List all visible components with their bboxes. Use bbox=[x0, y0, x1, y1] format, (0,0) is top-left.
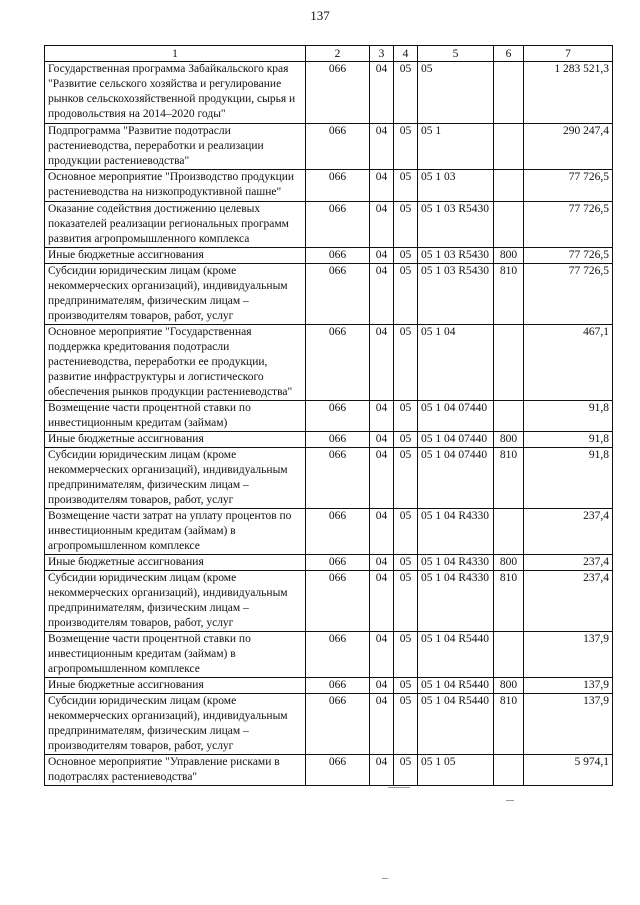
row-name: Основное мероприятие "Управление рисками в подотраслях растениеводства" bbox=[45, 755, 306, 786]
row-sum: 1 283 521,3 bbox=[524, 62, 613, 124]
row-name: Иные бюджетные ассигнования bbox=[45, 432, 306, 448]
row-section-code: 04 bbox=[370, 432, 394, 448]
budget-table bbox=[44, 45, 613, 786]
row-section-code: 04 bbox=[370, 509, 394, 555]
header-col-3: 3 bbox=[370, 46, 394, 62]
row-section-code: 04 bbox=[370, 401, 394, 432]
row-sum: 91,8 bbox=[524, 432, 613, 448]
table-body bbox=[45, 62, 613, 786]
header-col-1: 1 bbox=[45, 46, 306, 62]
row-target-article: 05 1 03 R5430 bbox=[418, 264, 494, 325]
row-name: Иные бюджетные ассигнования bbox=[45, 555, 306, 571]
row-target-article: 05 bbox=[418, 62, 494, 124]
row-ministry-code: 066 bbox=[306, 401, 370, 432]
table-row bbox=[45, 632, 613, 678]
row-section-code: 04 bbox=[370, 571, 394, 632]
row-sum: 5 974,1 bbox=[524, 755, 613, 786]
row-expense-type: 810 bbox=[494, 571, 524, 632]
row-ministry-code: 066 bbox=[306, 248, 370, 264]
table-row bbox=[45, 401, 613, 432]
table-row bbox=[45, 124, 613, 170]
table-row bbox=[45, 571, 613, 632]
row-target-article: 05 1 05 bbox=[418, 755, 494, 786]
row-expense-type: 800 bbox=[494, 678, 524, 694]
row-ministry-code: 066 bbox=[306, 755, 370, 786]
row-subsection-code: 05 bbox=[394, 694, 418, 755]
row-target-article: 05 1 04 07440 bbox=[418, 448, 494, 509]
row-section-code: 04 bbox=[370, 678, 394, 694]
table-row bbox=[45, 432, 613, 448]
header-col-7: 7 bbox=[524, 46, 613, 62]
row-section-code: 04 bbox=[370, 62, 394, 124]
row-expense-type: 810 bbox=[494, 694, 524, 755]
row-target-article: 05 1 04 R4330 bbox=[418, 571, 494, 632]
row-expense-type bbox=[494, 509, 524, 555]
row-sum: 137,9 bbox=[524, 694, 613, 755]
row-section-code: 04 bbox=[370, 170, 394, 202]
row-name: Субсидии юридическим лицам (кроме некоммерческих организаций), индивидуальным предпринимателям, физическим лицам – производителям товаров, работ, услуг bbox=[45, 571, 306, 632]
row-ministry-code: 066 bbox=[306, 202, 370, 248]
row-name: Возмещение части процентной ставки по инвестиционным кредитам (займам) в агропромышленном комплексе bbox=[45, 632, 306, 678]
row-ministry-code: 066 bbox=[306, 124, 370, 170]
row-subsection-code: 05 bbox=[394, 432, 418, 448]
row-expense-type: 800 bbox=[494, 248, 524, 264]
scan-artifact bbox=[382, 878, 388, 879]
row-expense-type bbox=[494, 632, 524, 678]
row-name: Подпрограмма "Развитие подотрасли растениеводства, переработки и реализации продукции растениеводства" bbox=[45, 124, 306, 170]
row-ministry-code: 066 bbox=[306, 571, 370, 632]
row-section-code: 04 bbox=[370, 632, 394, 678]
row-name: Оказание содействия достижению целевых показателей реализации региональных программ развития агропромышленного комплекса bbox=[45, 202, 306, 248]
row-name: Иные бюджетные ассигнования bbox=[45, 248, 306, 264]
header-col-6: 6 bbox=[494, 46, 524, 62]
table-row bbox=[45, 62, 613, 124]
table-row bbox=[45, 325, 613, 401]
table-row bbox=[45, 170, 613, 202]
table-row bbox=[45, 555, 613, 571]
row-target-article: 05 1 03 R5430 bbox=[418, 248, 494, 264]
row-sum: 237,4 bbox=[524, 509, 613, 555]
table-row bbox=[45, 202, 613, 248]
row-sum: 91,8 bbox=[524, 448, 613, 509]
scan-artifact bbox=[388, 787, 410, 788]
table-row bbox=[45, 509, 613, 555]
row-section-code: 04 bbox=[370, 325, 394, 401]
row-target-article: 05 1 03 R5430 bbox=[418, 202, 494, 248]
row-name: Иные бюджетные ассигнования bbox=[45, 678, 306, 694]
row-sum: 137,9 bbox=[524, 678, 613, 694]
row-sum: 77 726,5 bbox=[524, 264, 613, 325]
row-target-article: 05 1 bbox=[418, 124, 494, 170]
row-subsection-code: 05 bbox=[394, 509, 418, 555]
row-subsection-code: 05 bbox=[394, 62, 418, 124]
row-expense-type bbox=[494, 202, 524, 248]
row-section-code: 04 bbox=[370, 694, 394, 755]
row-expense-type bbox=[494, 401, 524, 432]
page-number: 137 bbox=[310, 8, 330, 23]
row-subsection-code: 05 bbox=[394, 202, 418, 248]
row-subsection-code: 05 bbox=[394, 678, 418, 694]
row-name: Основное мероприятие "Производство продукции растениеводства на низкопродуктивной пашне" bbox=[45, 170, 306, 202]
row-subsection-code: 05 bbox=[394, 632, 418, 678]
row-section-code: 04 bbox=[370, 202, 394, 248]
row-sum: 290 247,4 bbox=[524, 124, 613, 170]
row-target-article: 05 1 03 bbox=[418, 170, 494, 202]
row-sum: 91,8 bbox=[524, 401, 613, 432]
row-expense-type bbox=[494, 755, 524, 786]
scan-artifact bbox=[506, 800, 514, 801]
row-ministry-code: 066 bbox=[306, 62, 370, 124]
table-row bbox=[45, 694, 613, 755]
row-section-code: 04 bbox=[370, 448, 394, 509]
row-ministry-code: 066 bbox=[306, 432, 370, 448]
row-sum: 237,4 bbox=[524, 555, 613, 571]
row-subsection-code: 05 bbox=[394, 124, 418, 170]
row-name: Субсидии юридическим лицам (кроме некоммерческих организаций), индивидуальным предпринимателям, физическим лицам – производителям товаров, работ, услуг bbox=[45, 448, 306, 509]
row-target-article: 05 1 04 R5440 bbox=[418, 632, 494, 678]
row-name: Государственная программа Забайкальского края "Развитие сельского хозяйства и регулирование рынков сельскохозяйственной продукции, сырья и продовольствия на 2014–2020 годы" bbox=[45, 62, 306, 124]
table-row bbox=[45, 264, 613, 325]
header-col-4: 4 bbox=[394, 46, 418, 62]
row-sum: 137,9 bbox=[524, 632, 613, 678]
table-row bbox=[45, 448, 613, 509]
row-sum: 77 726,5 bbox=[524, 170, 613, 202]
row-sum: 467,1 bbox=[524, 325, 613, 401]
row-section-code: 04 bbox=[370, 264, 394, 325]
row-target-article: 05 1 04 R5440 bbox=[418, 678, 494, 694]
table-row bbox=[45, 755, 613, 786]
header-row bbox=[45, 46, 613, 62]
row-subsection-code: 05 bbox=[394, 555, 418, 571]
table-row bbox=[45, 248, 613, 264]
row-section-code: 04 bbox=[370, 755, 394, 786]
row-expense-type bbox=[494, 170, 524, 202]
row-sum: 237,4 bbox=[524, 571, 613, 632]
row-expense-type bbox=[494, 62, 524, 124]
row-expense-type bbox=[494, 325, 524, 401]
row-subsection-code: 05 bbox=[394, 448, 418, 509]
row-section-code: 04 bbox=[370, 248, 394, 264]
row-target-article: 05 1 04 R4330 bbox=[418, 509, 494, 555]
row-section-code: 04 bbox=[370, 124, 394, 170]
row-section-code: 04 bbox=[370, 555, 394, 571]
row-target-article: 05 1 04 R4330 bbox=[418, 555, 494, 571]
row-expense-type: 810 bbox=[494, 448, 524, 509]
row-ministry-code: 066 bbox=[306, 509, 370, 555]
row-ministry-code: 066 bbox=[306, 264, 370, 325]
row-target-article: 05 1 04 07440 bbox=[418, 432, 494, 448]
row-target-article: 05 1 04 R5440 bbox=[418, 694, 494, 755]
header-col-2: 2 bbox=[306, 46, 370, 62]
row-subsection-code: 05 bbox=[394, 401, 418, 432]
row-subsection-code: 05 bbox=[394, 325, 418, 401]
table-row bbox=[45, 678, 613, 694]
row-subsection-code: 05 bbox=[394, 571, 418, 632]
row-ministry-code: 066 bbox=[306, 694, 370, 755]
row-target-article: 05 1 04 bbox=[418, 325, 494, 401]
row-ministry-code: 066 bbox=[306, 678, 370, 694]
row-name: Субсидии юридическим лицам (кроме некоммерческих организаций), индивидуальным предпринимателям, физическим лицам – производителям товаров, работ, услуг bbox=[45, 694, 306, 755]
row-name: Основное мероприятие "Государственная поддержка кредитования подотрасли растениеводства, переработки ее продукции, развитие инфраструктуры и логистического обеспечения рынков продукции растениеводства" bbox=[45, 325, 306, 401]
row-name: Субсидии юридическим лицам (кроме некоммерческих организаций), индивидуальным предпринимателям, физическим лицам – производителям товаров, работ, услуг bbox=[45, 264, 306, 325]
row-expense-type: 810 bbox=[494, 264, 524, 325]
row-ministry-code: 066 bbox=[306, 555, 370, 571]
row-subsection-code: 05 bbox=[394, 264, 418, 325]
row-ministry-code: 066 bbox=[306, 632, 370, 678]
row-sum: 77 726,5 bbox=[524, 248, 613, 264]
row-name: Возмещение части затрат на уплату процентов по инвестиционным кредитам (займам) в агропромышленном комплексе bbox=[45, 509, 306, 555]
row-ministry-code: 066 bbox=[306, 448, 370, 509]
row-subsection-code: 05 bbox=[394, 170, 418, 202]
row-sum: 77 726,5 bbox=[524, 202, 613, 248]
row-expense-type: 800 bbox=[494, 432, 524, 448]
row-name: Возмещение части процентной ставки по инвестиционным кредитам (займам) bbox=[45, 401, 306, 432]
row-subsection-code: 05 bbox=[394, 248, 418, 264]
header-col-5: 5 bbox=[418, 46, 494, 62]
row-expense-type bbox=[494, 124, 524, 170]
row-expense-type: 800 bbox=[494, 555, 524, 571]
row-ministry-code: 066 bbox=[306, 170, 370, 202]
row-subsection-code: 05 bbox=[394, 755, 418, 786]
row-target-article: 05 1 04 07440 bbox=[418, 401, 494, 432]
row-ministry-code: 066 bbox=[306, 325, 370, 401]
